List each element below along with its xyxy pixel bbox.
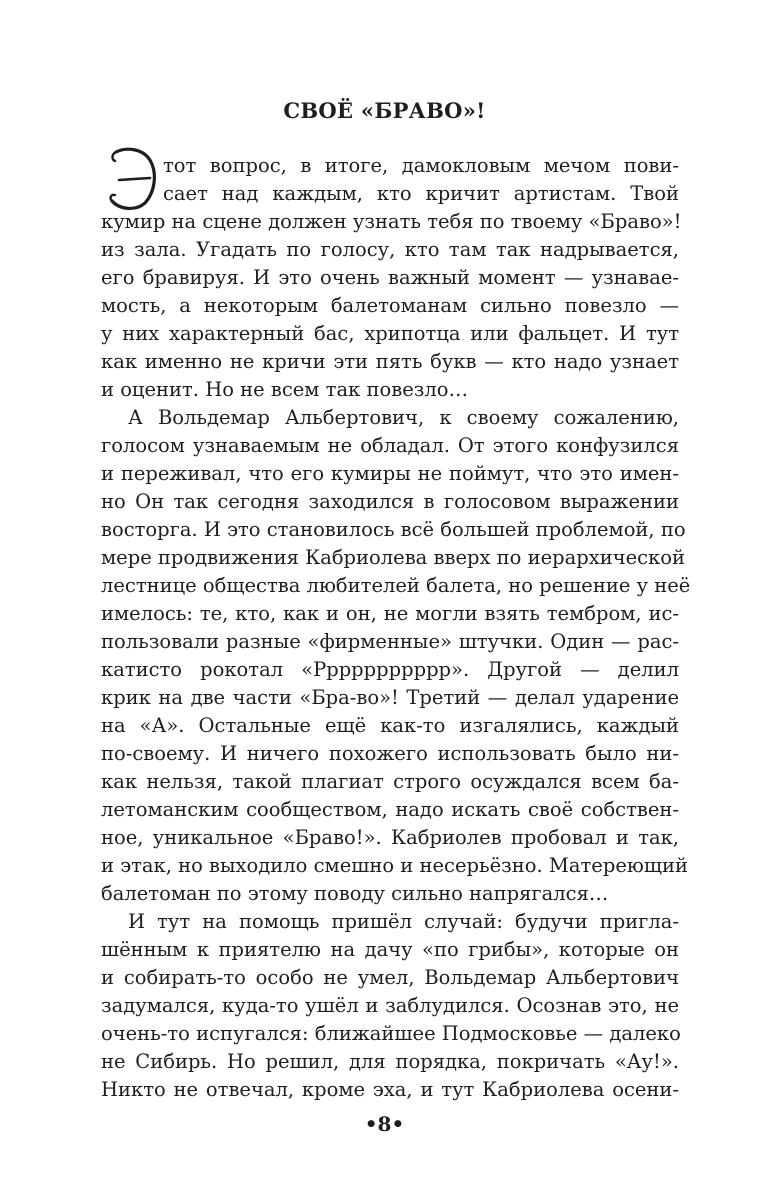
text-line: имелось: те, кто, как и он, не могли взять тембром, ис-: [101, 602, 679, 625]
text-line: А Вольдемар Альбертович, к своему сожалению,: [128, 406, 679, 429]
text-line: катисто рокотал «Ррррррррррр». Другой — делил: [101, 658, 679, 681]
text-line: балетоман по этому поводу сильно напрягался…: [101, 882, 609, 905]
text-line: его бравируя. И это очень важный момент — узнавае-: [101, 266, 679, 289]
text-line: на «А». Остальные ещё как-то изгалялись, каждый: [101, 714, 679, 737]
text-line: сает над каждым, кто кричит артистам. Твой: [163, 182, 679, 205]
page-number: •8•: [364, 1112, 405, 1136]
text-line: не Сибирь. Но решил, для порядка, покричать «Ау!».: [101, 1050, 679, 1073]
drop-cap: [100, 144, 160, 214]
text-line: задумался, куда-то ушёл и заблудился. Осознав это, не: [101, 994, 679, 1017]
text-line: по-своему. И ничего похожего использовать было ни-: [101, 742, 679, 765]
chapter-title: СВОЁ «БРАВО»!: [283, 98, 486, 123]
text-line: кумир на сцене должен узнать тебя по твоему «Браво»!: [101, 210, 682, 233]
text-line: шённым к приятелю на дачу «по грибы», которые он: [101, 938, 679, 961]
text-line: и этак, но выходило смешно и несерьёзно. Матереющий: [101, 854, 688, 877]
text-line: как нельзя, такой плагиат строго осуждался всем ба-: [101, 770, 679, 793]
text-line: и собирать-то особо не умел, Вольдемар Альбертович: [101, 966, 679, 989]
text-line: И тут на помощь пришёл случай: будучи пригла-: [128, 910, 679, 933]
text-line: мость, а некоторым балетоманам сильно повезло —: [101, 294, 679, 317]
text-line: и оценит. Но не всем так повезло…: [101, 378, 468, 401]
text-line: лестнице общества любителей балета, но решение у неё: [101, 574, 691, 597]
text-line: у них характерный бас, хрипотца или фальцет. И тут: [101, 322, 679, 345]
text-line: из зала. Угадать по голосу, кто там так надрывается,: [101, 238, 679, 261]
text-line: голосом узнаваемым не обладал. От этого конфузился: [101, 434, 679, 457]
text-line: как именно не кричи эти пять букв — кто надо узнает: [101, 350, 679, 373]
text-line: тот вопрос, в итоге, дамокловым мечом пови-: [163, 154, 679, 177]
text-line: крик на две части «Бра-во»! Третий — делал ударение: [101, 686, 679, 709]
text-line: летоманским сообществом, надо искать своё собствен-: [101, 798, 679, 821]
text-line: очень-то испугался: ближайшее Подмосковье — далеко: [101, 1022, 681, 1045]
text-line: пользовали разные «фирменные» штучки. Один — рас-: [101, 630, 679, 653]
text-line: восторга. И это становилось всё большей проблемой, по: [101, 518, 686, 541]
text-line: мере продвижения Кабриолева вверх по иерархической: [101, 546, 686, 569]
text-line: но Он так сегодня заходился в голосовом выражении: [101, 490, 679, 513]
text-line: Никто не отвечал, кроме эха, и тут Кабриолева осени-: [101, 1078, 679, 1101]
text-line: ное, уникальное «Браво!». Кабриолев пробовал и так,: [101, 826, 679, 849]
text-line: и переживал, что его кумиры не поймут, что это имен-: [101, 462, 679, 485]
